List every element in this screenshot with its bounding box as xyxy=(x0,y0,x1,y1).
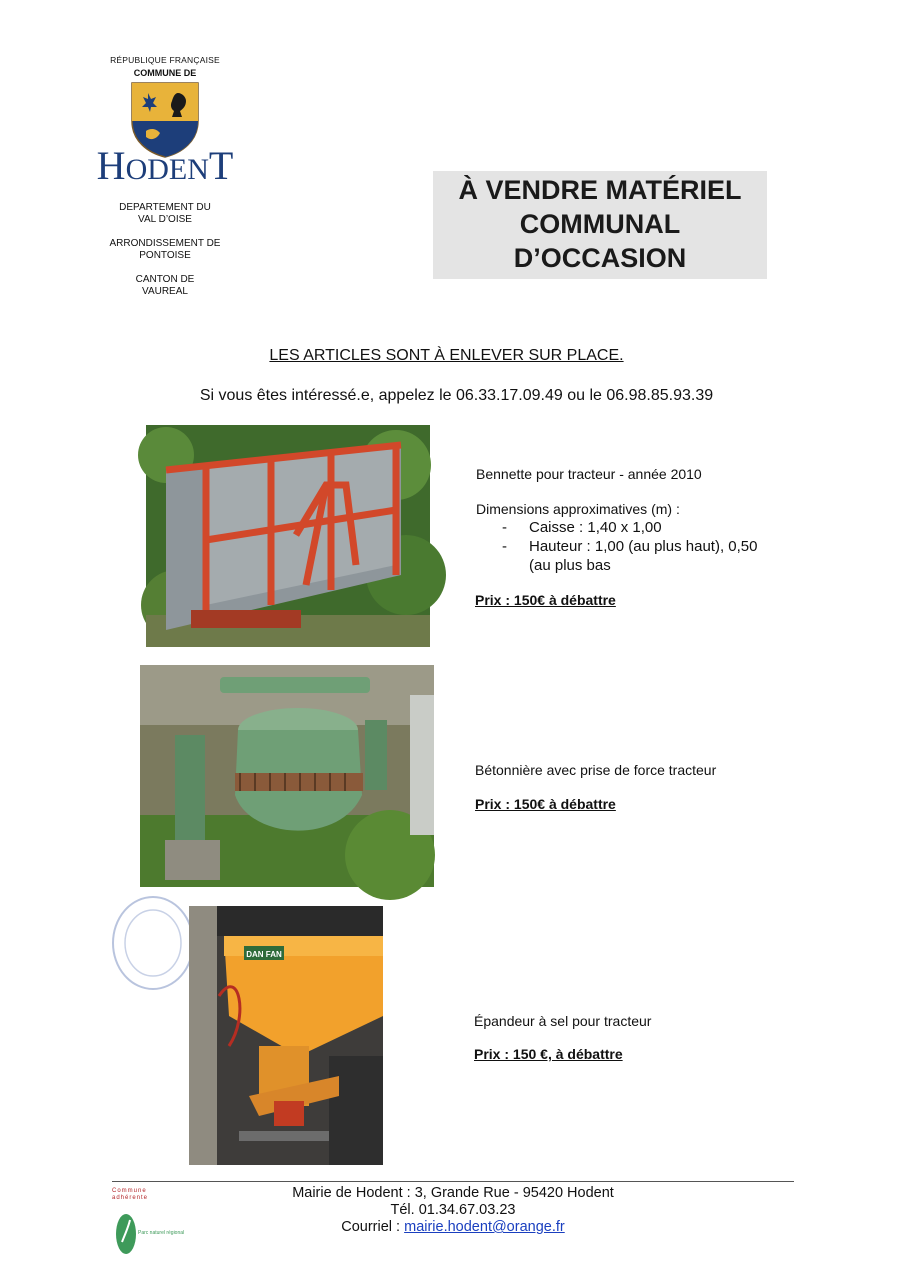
dimension-bullet: - xyxy=(502,538,507,555)
dimension-item-continued xyxy=(476,556,796,575)
item2-description: Bétonnière avec prise de force tracteur xyxy=(475,762,717,778)
concrete-mixer-photo xyxy=(140,665,434,887)
item3-description: Épandeur à sel pour tracteur xyxy=(474,1013,652,1029)
arrondissement-line2: PONTOISE xyxy=(139,250,191,261)
dimension-item xyxy=(476,537,796,556)
salt-spreader-photo xyxy=(189,906,383,1165)
title-line2: COMMUNAL xyxy=(519,209,681,239)
pickup-notice: LES ARTICLES SONT À ENLEVER SUR PLACE. xyxy=(269,347,624,364)
item1-description: Bennette pour tracteur - année 2010 xyxy=(476,466,702,482)
department-line1: DEPARTEMENT DU xyxy=(119,202,211,213)
footer-email-label: Courriel : xyxy=(341,1219,405,1235)
adherente-line1: Commune xyxy=(112,1188,147,1194)
footer-phone: Tél. 01.34.67.03.23 xyxy=(390,1202,516,1218)
department-line2: VAL D’OISE xyxy=(138,214,192,225)
title-line1: À VENDRE MATÉRIEL xyxy=(458,175,742,205)
footer-address: Mairie de Hodent : 3, Grande Rue - 95420 Hodent xyxy=(292,1185,614,1201)
page-title xyxy=(433,171,767,279)
item2-price: Prix : 150€ à débattre xyxy=(475,796,616,812)
title-line3: D’OCCASION xyxy=(513,243,687,273)
mairie-stamp xyxy=(108,893,198,993)
pnr-logo-text: Parc naturel régional xyxy=(138,1230,185,1236)
town-name-first-letter: H xyxy=(96,143,126,188)
dimension-bullet: - xyxy=(502,519,507,536)
item1-price: Prix : 150€ à débattre xyxy=(475,592,616,608)
item3-price: Prix : 150 €, à débattre xyxy=(474,1046,623,1062)
adherente-line2: adhérente xyxy=(112,1195,149,1201)
footer-divider xyxy=(112,1181,794,1182)
item1-dimensions-heading: Dimensions approximatives (m) : xyxy=(476,501,680,517)
commune-de-label: COMMUNE DE xyxy=(133,68,197,78)
item1-dimensions-list xyxy=(476,518,796,575)
footer-email-link[interactable]: mairie.hodent@orange.fr xyxy=(404,1219,565,1235)
town-name-last-letter: T xyxy=(208,143,234,188)
arrondissement-line1: ARRONDISSEMENT DE xyxy=(109,238,221,249)
dimension-item xyxy=(476,518,796,537)
town-name-middle: ODEN xyxy=(125,153,209,186)
canton-line1: CANTON DE xyxy=(135,274,195,285)
canton-line2: VAUREAL xyxy=(142,286,188,297)
contact-notice: Si vous êtes intéressé.e, appelez le 06.33.17.09.49 ou le 06.98.85.93.39 xyxy=(199,387,714,404)
dimension-text: Caisse : 1,40 x 1,00 xyxy=(529,519,662,536)
town-name-hodent xyxy=(90,143,240,193)
dimension-text: (au plus bas xyxy=(529,557,611,574)
parc-naturel-regional-logo xyxy=(114,1212,185,1256)
commune-adherente-label xyxy=(112,1188,162,1202)
tractor-bin-photo xyxy=(146,425,430,647)
footer-email-line xyxy=(200,1219,706,1236)
republique-francaise-label: RÉPUBLIQUE FRANÇAISE xyxy=(110,55,220,65)
dimension-text: Hauteur : 1,00 (au plus haut), 0,50 xyxy=(529,538,758,555)
spreader-brand-label: DAN FAN xyxy=(246,950,282,959)
